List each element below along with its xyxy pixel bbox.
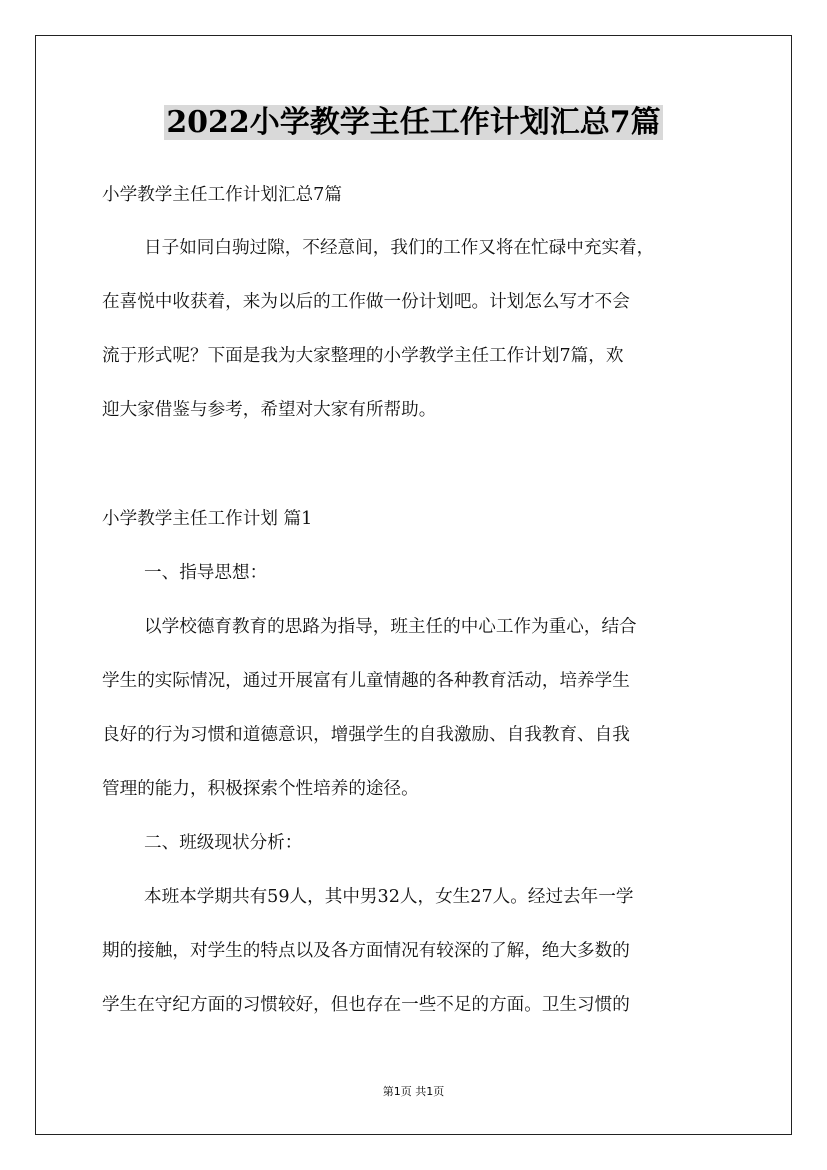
- document-subtitle: 小学教学主任工作计划汇总7篇: [102, 185, 342, 205]
- item1-line-4: 管理的能力，积极探索个性培养的途径。: [102, 779, 419, 799]
- item2-line-2: 期的接触，对学生的特点以及各方面情况有较深的了解，绝大多数的: [102, 941, 630, 961]
- section-heading: 小学教学主任工作计划 篇1: [102, 509, 313, 529]
- item1-line-3: 良好的行为习惯和道德意识，增强学生的自我激励、自我教育、自我: [102, 725, 630, 745]
- intro-line-3: 流于形式呢？下面是我为大家整理的小学教学主任工作计划7篇，欢: [102, 346, 624, 366]
- intro-line-4: 迎大家借鉴与参考，希望对大家有所帮助。: [102, 400, 437, 420]
- item2-line-1: 本班本学期共有59人，其中男32人，女生27人。经过去年一学: [144, 887, 634, 907]
- intro-line-1: 日子如同白驹过隙，不经意间，我们的工作又将在忙碌中充实着，: [144, 238, 655, 258]
- item2-heading: 二、班级现状分析：: [144, 833, 303, 853]
- intro-line-2: 在喜悦中收获着，来为以后的工作做一份计划吧。计划怎么写才不会: [102, 292, 630, 312]
- document-title: [0, 102, 827, 144]
- document-title-text: 2022小学教学主任工作计划汇总7篇: [166, 105, 661, 140]
- item1-line-1: 以学校德育教育的思路为指导，班主任的中心工作为重心，结合: [144, 617, 637, 637]
- page-footer: 第1页 共1页: [382, 1085, 445, 1098]
- item2-line-3: 学生在守纪方面的习惯较好，但也存在一些不足的方面。卫生习惯的: [102, 995, 630, 1015]
- item1-line-2: 学生的实际情况，通过开展富有儿童情趣的各种教育活动，培养学生: [102, 671, 630, 691]
- item1-heading: 一、指导思想：: [144, 563, 268, 583]
